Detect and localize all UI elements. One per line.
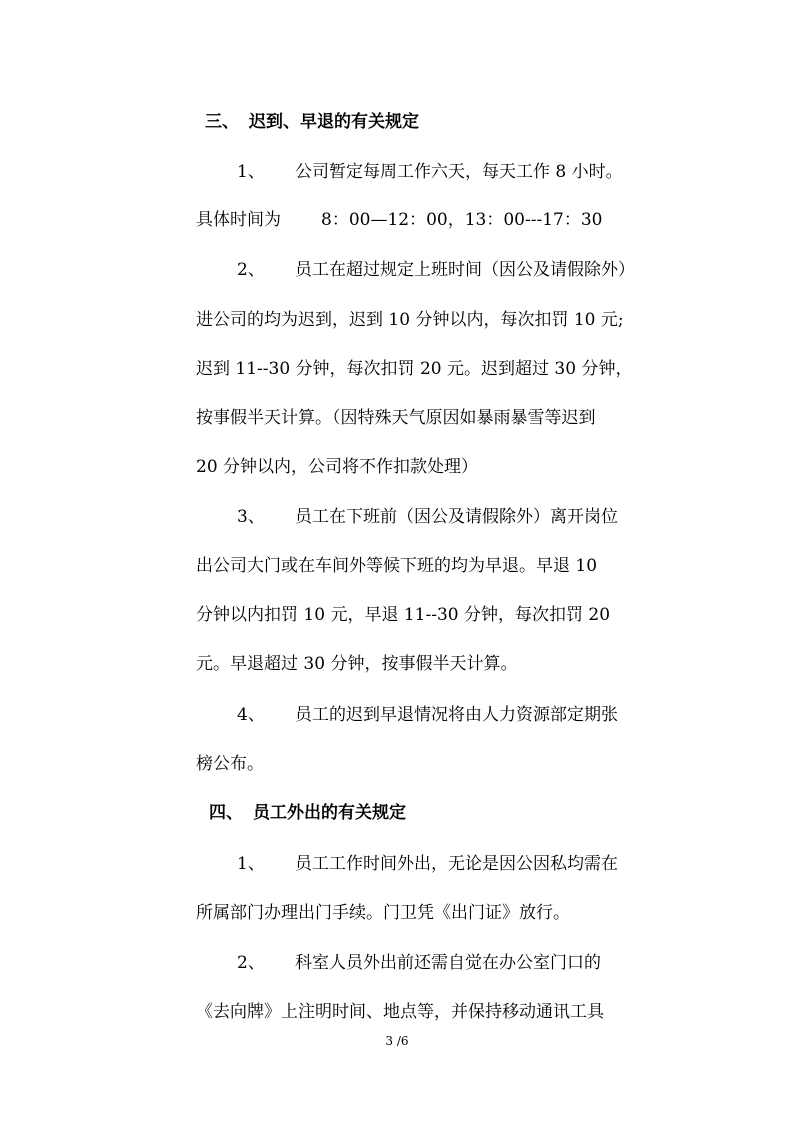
paragraph-line: 榜公布。 bbox=[196, 754, 264, 774]
paragraph-line: 《去向牌》上注明时间、地点等，并保持移动通讯工具 bbox=[196, 1002, 604, 1022]
section-title: 员工外出的有关规定 bbox=[253, 803, 406, 823]
work-hours-text: 8：00—12：00，13：00---17：30 bbox=[321, 210, 603, 230]
paragraph-line bbox=[237, 951, 601, 975]
paragraph-line: 进公司的均为迟到，迟到 10 分钟以内，每次扣罚 10 元; bbox=[196, 310, 624, 330]
section-title: 迟到、早退的有关规定 bbox=[249, 112, 419, 132]
item-number: 2、 bbox=[237, 260, 265, 280]
item-number: 1、 bbox=[237, 162, 265, 182]
paragraph-line bbox=[237, 160, 623, 184]
paragraph-line: 所属部门办理出门手续。门卫凭《出门证》放行。 bbox=[196, 903, 570, 923]
paragraph-line bbox=[237, 852, 618, 876]
paragraph-line: 迟到 11--30 分钟，每次扣罚 20 元。迟到超过 30 分钟， bbox=[196, 359, 633, 379]
page-number: 3 /6 bbox=[385, 1034, 409, 1048]
section-number: 四、 bbox=[209, 803, 243, 823]
paragraph-line: 按事假半天计算。（因特殊天气原因如暴雨暴雪等迟到 bbox=[196, 408, 596, 428]
paragraph-text: 员工的迟到早退情况将由人力资源部定期张 bbox=[295, 705, 618, 725]
paragraph-text: 科室人员外出前还需自觉在办公室门口的 bbox=[295, 953, 601, 973]
paragraph-text: 员工工作时间外出，无论是因公因私均需在 bbox=[295, 854, 618, 874]
paragraph-text: 员工在下班前（因公及请假除外）离开岗位 bbox=[295, 507, 618, 527]
paragraph-line: 分钟以内扣罚 10 元，早退 11--30 分钟，每次扣罚 20 bbox=[196, 605, 611, 625]
paragraph-text: 公司暂定每周工作六天，每天工作 8 小时。 bbox=[295, 162, 623, 182]
paragraph-text: 员工在超过规定上班时间（因公及请假除外） bbox=[295, 260, 635, 280]
item-number: 1、 bbox=[237, 854, 265, 874]
paragraph-text: 具体时间为 bbox=[196, 210, 281, 230]
item-number: 2、 bbox=[237, 953, 265, 973]
item-number: 4、 bbox=[237, 705, 265, 725]
section-heading-3 bbox=[205, 110, 419, 134]
section-heading-4 bbox=[209, 801, 406, 825]
paragraph-line bbox=[196, 208, 602, 232]
paragraph-line bbox=[237, 258, 635, 282]
paragraph-line bbox=[237, 505, 618, 529]
section-number: 三、 bbox=[205, 112, 239, 132]
paragraph-line: 元。早退超过 30 分钟，按事假半天计算。 bbox=[196, 654, 518, 674]
paragraph-line: 20 分钟以内，公司将不作扣款处理） bbox=[196, 457, 479, 477]
item-number: 3、 bbox=[237, 507, 265, 527]
paragraph-line bbox=[237, 703, 618, 727]
paragraph-line: 出公司大门或在车间外等候下班的均为早退。早退 10 bbox=[196, 556, 598, 576]
